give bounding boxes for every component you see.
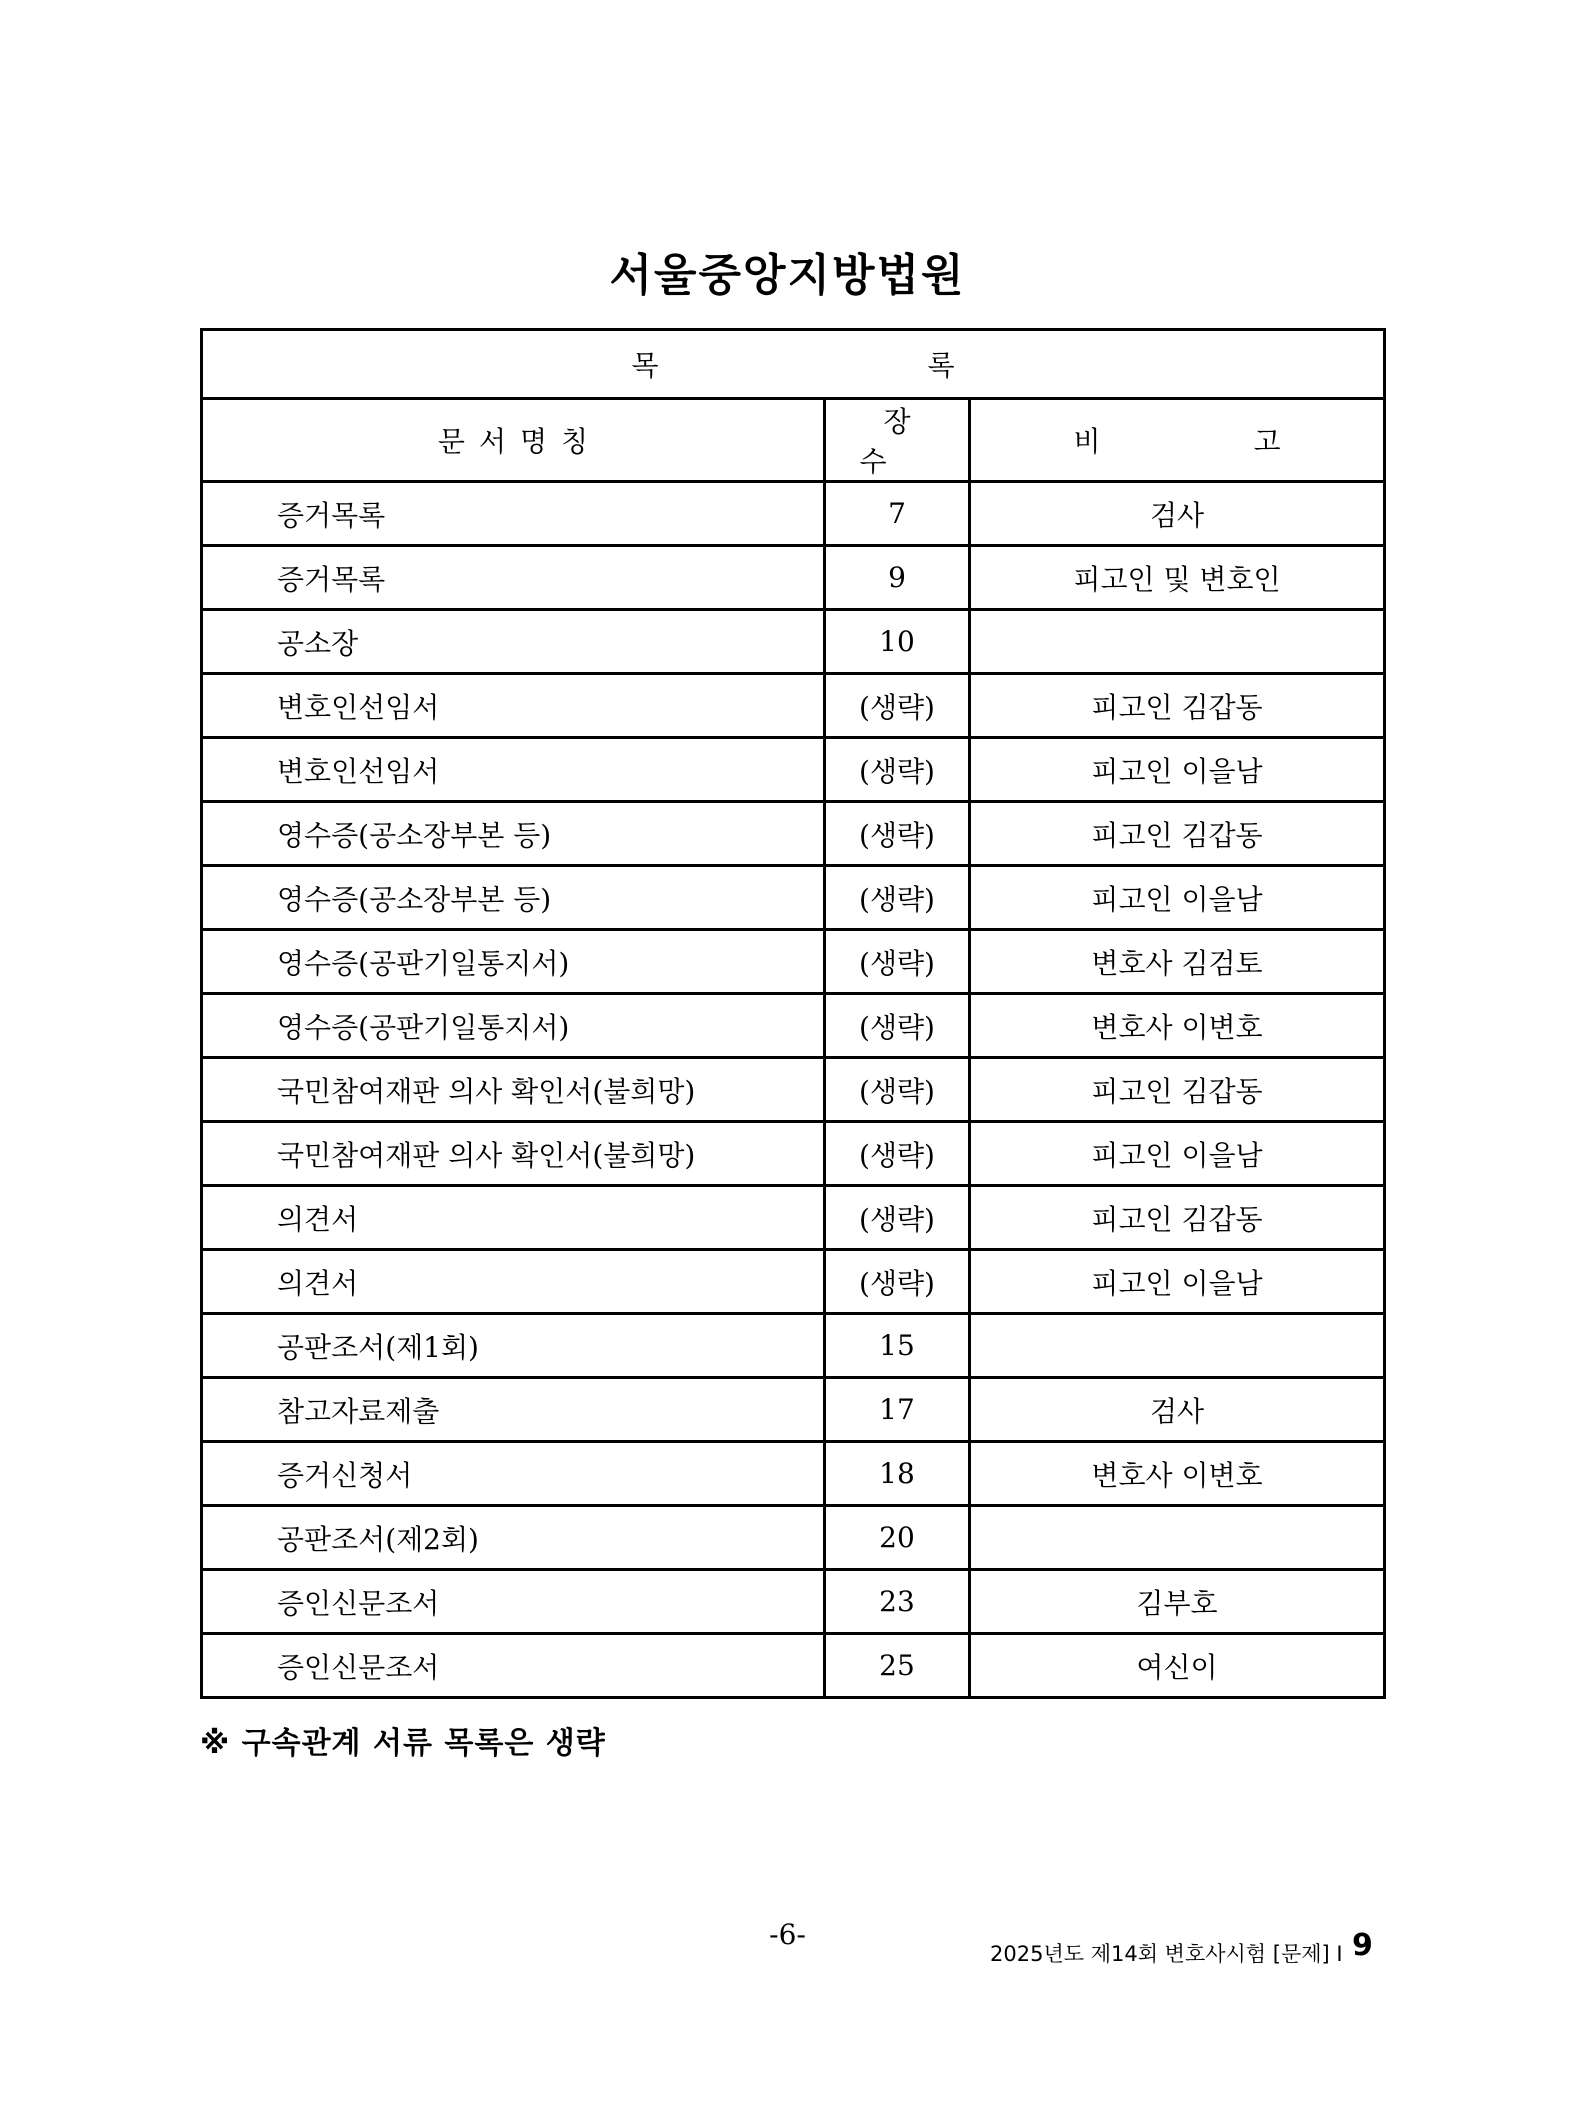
note: 피고인 김갑동 [970,674,1385,738]
note: 피고인 김갑동 [970,1058,1385,1122]
document-name: 의견서 [202,1250,825,1314]
document-name: 의견서 [202,1186,825,1250]
page-count: 20 [825,1506,970,1570]
page-count: (생략) [825,674,970,738]
document-list-table [200,328,1386,1699]
document-name: 영수증(공판기일통지서) [202,994,825,1058]
note: 김부호 [970,1570,1385,1634]
note: 피고인 이을남 [970,738,1385,802]
page-count: (생략) [825,1122,970,1186]
header-page-count [825,399,970,482]
note: 검사 [970,1378,1385,1442]
document-name: 공판조서(제2회) [202,1506,825,1570]
table-row [202,1186,1385,1250]
table-row [202,738,1385,802]
page-count: 7 [825,482,970,546]
document-name: 참고자료제출 [202,1378,825,1442]
document-name: 공판조서(제1회) [202,1314,825,1378]
document-name: 영수증(공판기일통지서) [202,930,825,994]
page-count: (생략) [825,1058,970,1122]
table-row [202,866,1385,930]
table-header-row [202,399,1385,482]
document-name: 국민참여재판 의사 확인서(불희망) [202,1122,825,1186]
note: 피고인 이을남 [970,1122,1385,1186]
note [970,610,1385,674]
note: 여신이 [970,1634,1385,1698]
note [970,1506,1385,1570]
table-row [202,1058,1385,1122]
table-row [202,1570,1385,1634]
table-row [202,1634,1385,1698]
header-document-name-text: 문서명칭 [437,425,603,458]
table-row [202,930,1385,994]
document-name: 증거신청서 [202,1442,825,1506]
document-name: 변호인선임서 [202,674,825,738]
table-row [202,994,1385,1058]
note: 피고인 이을남 [970,1250,1385,1314]
document-name: 영수증(공소장부본 등) [202,802,825,866]
page-count: (생략) [825,994,970,1058]
table-row [202,674,1385,738]
document-name: 증거목록 [202,546,825,610]
page-count: (생략) [825,802,970,866]
page-count: (생략) [825,930,970,994]
header-document-name [202,399,825,482]
table-row [202,482,1385,546]
table-caption-text: 목 록 [631,349,1085,382]
note: 변호사 이변호 [970,994,1385,1058]
table-row [202,1442,1385,1506]
document-name: 증인신문조서 [202,1634,825,1698]
note: 피고인 김갑동 [970,802,1385,866]
document-name: 변호인선임서 [202,738,825,802]
note: 변호사 이변호 [970,1442,1385,1506]
header-page-count-text: 장 수 [859,405,959,478]
document-name: 증인신문조서 [202,1570,825,1634]
table-row [202,1122,1385,1186]
note: 피고인 김갑동 [970,1186,1385,1250]
note [970,1314,1385,1378]
table-row [202,802,1385,866]
table-row [202,1314,1385,1378]
table-row [202,610,1385,674]
header-note [970,399,1385,482]
document-name: 영수증(공소장부본 등) [202,866,825,930]
table-caption [202,330,1385,399]
page-count: (생략) [825,738,970,802]
page-count: 25 [825,1634,970,1698]
note: 피고인 이을남 [970,866,1385,930]
court-title: 서울중앙지방법원 [609,250,966,301]
exam-footer: 2025년도 제14회 변호사시험 [문제] Ⅰ [990,1942,1343,1966]
document-name: 국민참여재판 의사 확인서(불희망) [202,1058,825,1122]
page-count: 10 [825,610,970,674]
table-row [202,1506,1385,1570]
booklet-page-number: 9 [1352,1928,1373,1963]
note: 검사 [970,482,1385,546]
table-row [202,546,1385,610]
document-name: 증거목록 [202,482,825,546]
footnote: ※ 구속관계 서류 목록은 생략 [200,1726,606,1761]
page-count: (생략) [825,1186,970,1250]
table-caption-row [202,330,1385,399]
header-note-text: 비 고 [1073,425,1353,458]
page-count: 23 [825,1570,970,1634]
note: 변호사 김검토 [970,930,1385,994]
table-row [202,1250,1385,1314]
document-name: 공소장 [202,610,825,674]
page-count: 17 [825,1378,970,1442]
table-row [202,1378,1385,1442]
page-number: -6- [769,1918,806,1951]
page-count: 15 [825,1314,970,1378]
page-count: 18 [825,1442,970,1506]
page-count: (생략) [825,866,970,930]
note: 피고인 및 변호인 [970,546,1385,610]
page-count: (생략) [825,1250,970,1314]
page-count: 9 [825,546,970,610]
